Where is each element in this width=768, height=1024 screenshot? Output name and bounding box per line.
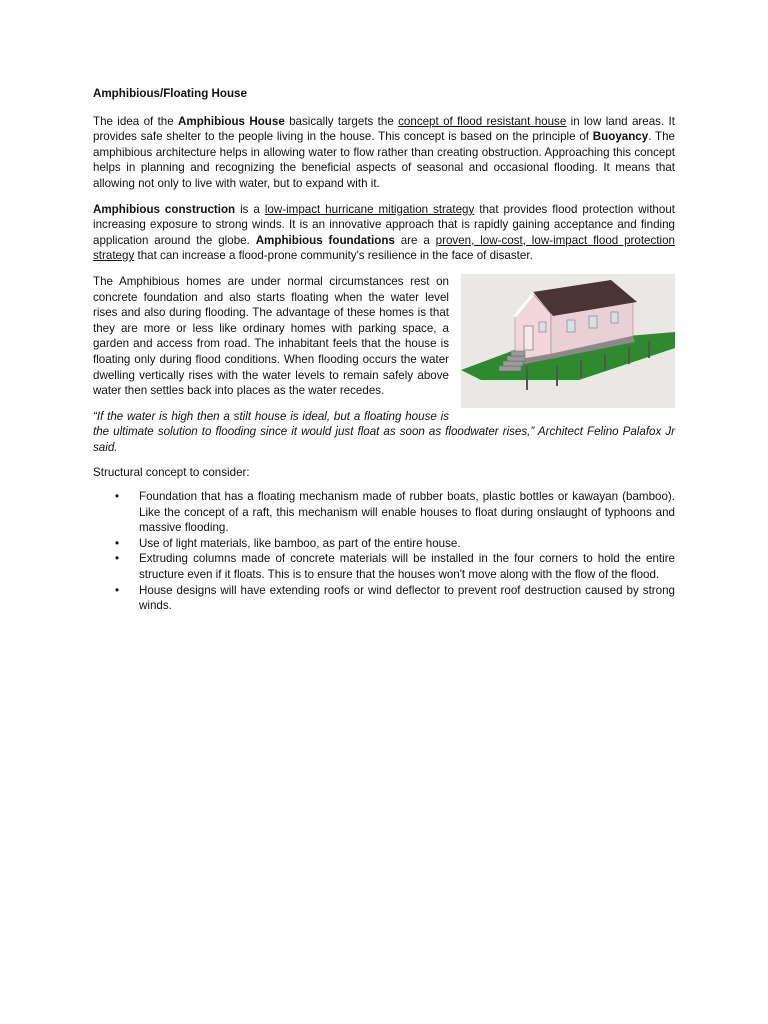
document-page — [93, 86, 675, 614]
paragraph-construction — [93, 202, 675, 264]
text-run: basically targets the — [284, 114, 399, 128]
paragraph-intro — [93, 114, 675, 192]
structural-heading: Structural concept to consider: — [93, 466, 250, 480]
window — [539, 322, 546, 332]
window — [589, 316, 597, 328]
underlined-term: concept of flood resistant house — [398, 114, 567, 128]
list-item: • House designs will have extending roofs or wind deflector to prevent roof destruction caused by strong winds. — [139, 583, 675, 614]
list-item: • Extruding columns made of concrete materials will be installed in the four corners to hold the entire structure even if it floats. This is to ensure that the houses won't move along with the flow of the flood. — [139, 551, 675, 582]
text-run: is a — [235, 202, 265, 216]
document-title: Amphibious/Floating House — [93, 87, 247, 100]
text-run: that can increase a flood-prone community's resilience in the face of disaster. — [134, 249, 533, 263]
underlined-term: proven, low-cost, low-impact flood protection strategy — [93, 233, 675, 263]
bold-term: Amphibious construction — [93, 202, 236, 216]
text-run: . The amphibious architecture helps in allowing water to flow rather than creating obstruction. Approaching this concept helps in planning and recognizing the beneficial aspects of seasonal and occasional flooding. It means that allowing not only to live with water, but to expand with it. — [93, 130, 675, 190]
list-item: • Foundation that has a floating mechanism made of rubber boats, plastic bottles or kawayan (bamboo). Like the concept of a raft, this mechanism will enable houses to float during onslaught of typhoons and massive flooding. — [139, 489, 675, 536]
structural-list — [93, 489, 675, 614]
window — [611, 312, 618, 323]
underlined-term: low-impact hurricane mitigation strategy — [264, 202, 475, 216]
window — [567, 320, 575, 332]
door — [524, 326, 533, 350]
house-illustration — [461, 274, 675, 408]
text-run: in low land areas. It provides safe shelter to the people living in the house. This concept is based on the principle of — [93, 114, 675, 144]
paragraph-homes: The Amphibious homes are under normal circumstances rest on concrete foundation and also starts floating when the water level rises and also during flooding. The advantage of these homes is that they are more or less like ordinary homes with parking space, a garden and access from road. The inhabitant feels that the house is floating only during flood conditions. When flooding occurs the water dwelling vertically rises with the water levels to remain safely above water then settles back into places as the water recedes. — [93, 274, 449, 398]
bold-term: Buoyancy — [592, 130, 649, 144]
text-run: The idea of the — [93, 114, 179, 128]
architect-quote: “If the water is high then a stilt house is ideal, but a floating house is the ultimate solution to flooding since it would just float as soon as floodwater rises,” Architect Felino Palafox Jr said. — [93, 409, 675, 454]
list-item: • Use of light materials, like bamboo, as part of the entire house. — [139, 536, 675, 552]
bold-term: Amphibious foundations — [255, 233, 395, 247]
text-run: are a — [394, 233, 436, 247]
bold-term: Amphibious House — [178, 114, 285, 128]
text-run: that provides flood protection without increasing exposure to strong winds. It is an innovative approach that is rapidly gaining acceptance and finding application around the globe. — [93, 202, 675, 247]
